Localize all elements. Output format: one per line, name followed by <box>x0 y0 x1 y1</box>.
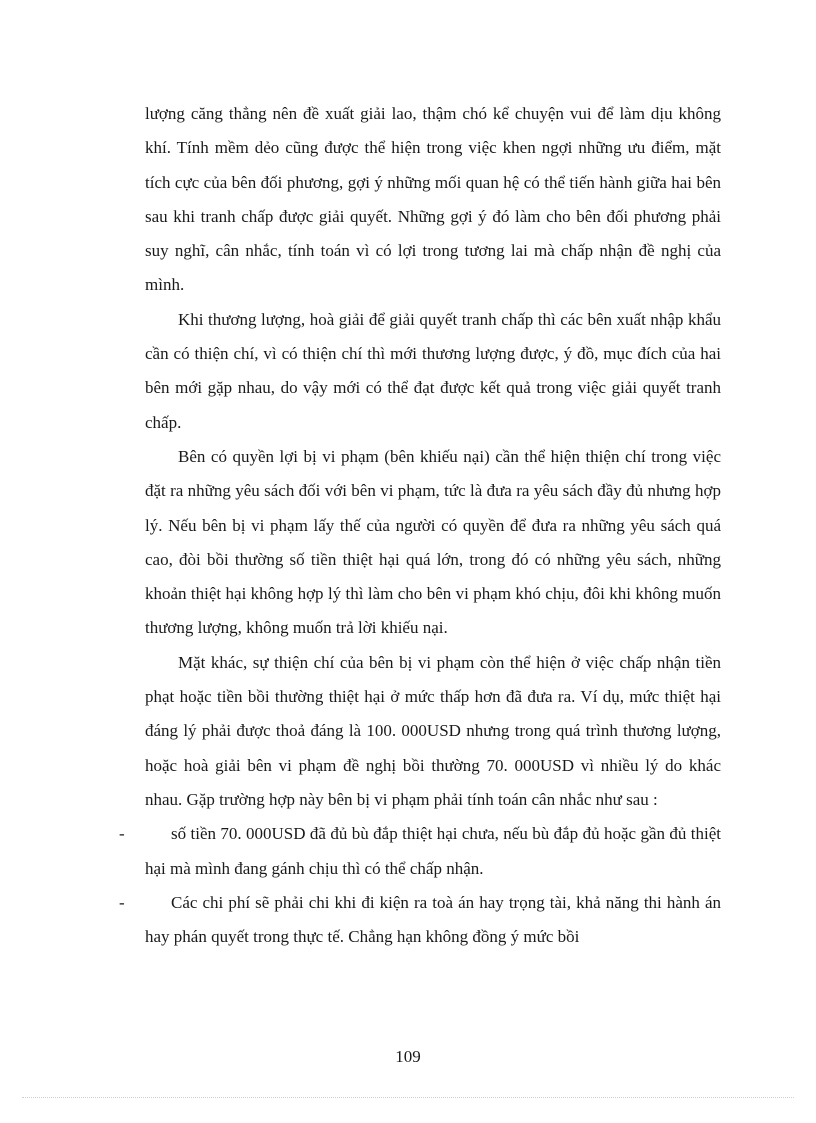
list-item <box>119 817 721 886</box>
page-number: 109 <box>395 1047 421 1066</box>
list-item <box>119 886 721 955</box>
paragraph: lượng căng thẳng nên đề xuất giải lao, thậm chó kể chuyện vui để làm dịu không khí. Tính mềm dẻo cũng được thể hiện trong việc khen ngợi những ưu điểm, mặt tích cực của bên đối phương, gợi ý những mối quan hệ có thể tiến hành giữa hai bên sau khi tranh chấp được giải quyết. Những gợi ý đó làm cho bên đối phương phải suy nghĩ, cân nhắc, tính toán vì có lợi trong tương lai mà chấp nhận đề nghị của mình. <box>145 104 721 295</box>
body-text <box>119 97 721 954</box>
bullet-marker: - <box>119 824 125 844</box>
footer-divider <box>22 1097 794 1098</box>
list-item-text: số tiền 70. 000USD đã đủ bù đắp thiệt hại chưa, nếu bù đắp đủ hoặc gần đủ thiệt hại mà mình đang gánh chịu thì có thể chấp nhận. <box>145 824 721 878</box>
paragraph: Mặt khác, sự thiện chí của bên bị vi phạm còn thể hiện ở việc chấp nhận tiền phạt hoặc tiền bồi thường thiệt hại ở mức thấp hơn đã đưa ra. Ví dụ, mức thiệt hại đáng lý phải được thoả đáng là 100. 000USD nhưng trong quá trình thương lượng, hoặc hoà giải bên vi phạm đề nghị bồi thường 70. 000USD vì nhiều lý do khác nhau. Gặp trường hợp này bên bị vi phạm phải tính toán cân nhắc như sau : <box>145 652 721 809</box>
bullet-marker: - <box>119 892 125 912</box>
list-item-text: Các chi phí sẽ phải chi khi đi kiện ra toà án hay trọng tài, khả năng thi hành án hay phán quyết trong thực tế. Chẳng hạn không đồng ý mức bồi <box>145 892 721 947</box>
paragraph: Bên có quyền lợi bị vi phạm (bên khiếu nại) cần thể hiện thiện chí trong việc đặt ra những yêu sách đối với bên vi phạm, tức là đưa ra yêu sách đầy đủ nhưng hợp lý. Nếu bên bị vi phạm lấy thế của người có quyền để đưa ra những yêu sách quá cao, đòi bồi thường số tiền thiệt hại quá lớn, trong đó có những yêu sách, những khoản thiệt hại không hợp lý thì làm cho bên vi phạm khó chịu, đôi khi không muốn thương lượng, không muốn trả lời khiếu nại. <box>145 446 721 638</box>
paragraph: Khi thương lượng, hoà giải để giải quyết tranh chấp thì các bên xuất nhập khẩu cần có thiện chí, vì có thiện chí thì mới thương lượng được, ý đồ, mục đích của hai bên mới gặp nhau, do vậy mới có thể đạt được kết quả trong việc giải quyết tranh chấp. <box>145 309 721 432</box>
